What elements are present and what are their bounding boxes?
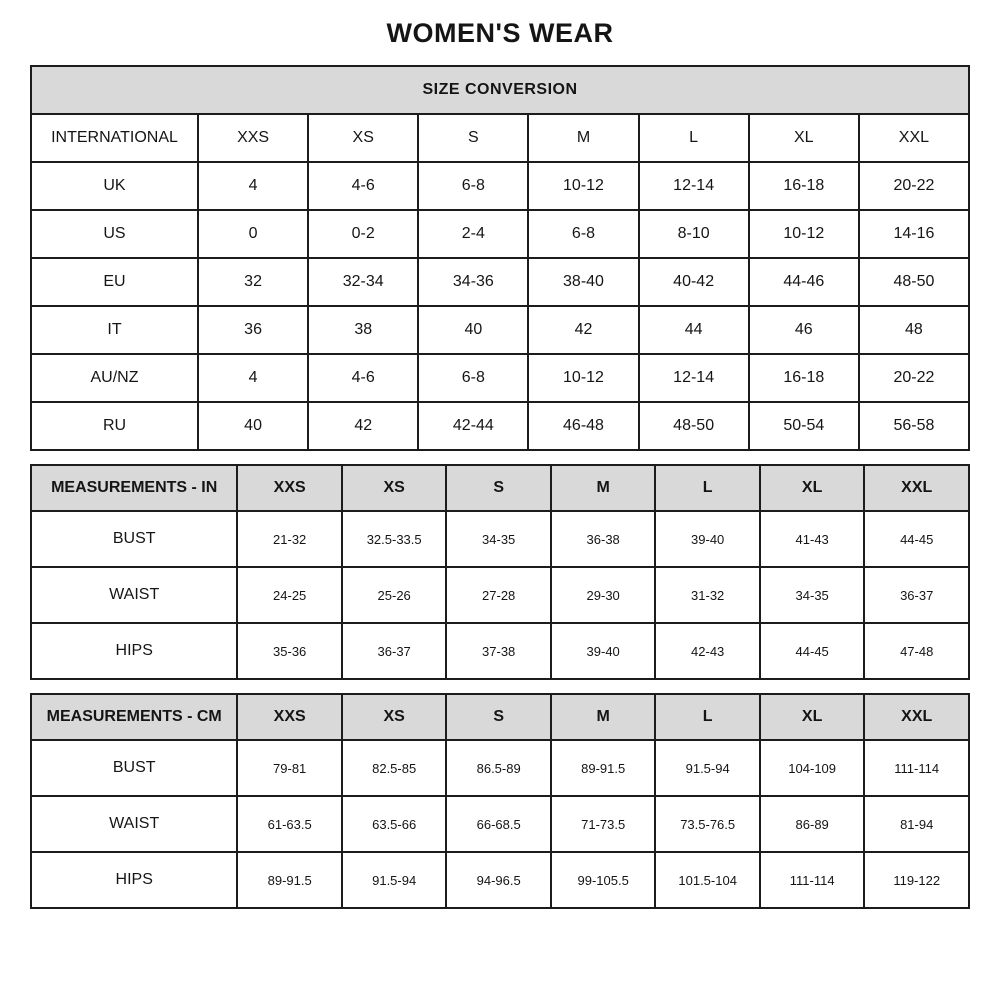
table-header-row [31,694,969,740]
size-cell: 42 [308,402,418,450]
row-label: RU [31,402,198,450]
row-label: HIPS [31,852,237,908]
row-label: HIPS [31,623,237,679]
measurements-in-table [30,464,970,680]
size-cell: 14-16 [859,210,969,258]
table-row [31,740,969,796]
table-banner-row [31,66,969,114]
value-cell: 36-37 [864,567,969,623]
section-title: MEASUREMENTS - CM [31,694,237,740]
value-cell: 89-91.5 [551,740,656,796]
size-header-cell: L [655,465,760,511]
size-cell: 6-8 [418,354,528,402]
size-header-cell: XXS [237,465,342,511]
table-row [31,567,969,623]
size-cell: 36 [198,306,308,354]
size-cell: 16-18 [749,162,859,210]
value-cell: 36-38 [551,511,656,567]
size-header-cell: S [418,114,528,162]
size-chart-page [30,0,970,909]
value-cell: 47-48 [864,623,969,679]
value-cell: 82.5-85 [342,740,447,796]
section-title: MEASUREMENTS - IN [31,465,237,511]
value-cell: 34-35 [446,511,551,567]
size-conversion-banner: SIZE CONVERSION [31,66,969,114]
table-header-row [31,465,969,511]
size-cell: 50-54 [749,402,859,450]
value-cell: 91.5-94 [655,740,760,796]
size-header-cell: M [528,114,638,162]
size-cell: 48-50 [639,402,749,450]
value-cell: 73.5-76.5 [655,796,760,852]
size-cell: 56-58 [859,402,969,450]
measurements-cm-table [30,693,970,909]
size-cell: 10-12 [528,354,638,402]
value-cell: 81-94 [864,796,969,852]
size-cell: 10-12 [528,162,638,210]
size-cell: 40 [418,306,528,354]
value-cell: 66-68.5 [446,796,551,852]
size-cell: 40-42 [639,258,749,306]
size-header-cell: XXL [864,694,969,740]
size-cell: 48 [859,306,969,354]
size-header-cell: XS [342,465,447,511]
size-cell: 40 [198,402,308,450]
value-cell: 111-114 [864,740,969,796]
page-title: WOMEN'S WEAR [386,18,614,48]
size-header-cell: XL [760,465,865,511]
table-header-row [31,114,969,162]
value-cell: 36-37 [342,623,447,679]
row-label: WAIST [31,796,237,852]
size-cell: 48-50 [859,258,969,306]
size-cell: 2-4 [418,210,528,258]
row-label: BUST [31,740,237,796]
size-cell: 20-22 [859,354,969,402]
size-cell: 16-18 [749,354,859,402]
size-cell: 4 [198,162,308,210]
value-cell: 32.5-33.5 [342,511,447,567]
value-cell: 104-109 [760,740,865,796]
value-cell: 94-96.5 [446,852,551,908]
table-row [31,511,969,567]
row-label: EU [31,258,198,306]
size-cell: 12-14 [639,162,749,210]
size-header-cell: L [639,114,749,162]
row-label: BUST [31,511,237,567]
value-cell: 91.5-94 [342,852,447,908]
size-cell: 4 [198,354,308,402]
row-label: AU/NZ [31,354,198,402]
size-cell: 12-14 [639,354,749,402]
size-cell: 0 [198,210,308,258]
size-cell: 44-46 [749,258,859,306]
value-cell: 86-89 [760,796,865,852]
value-cell: 61-63.5 [237,796,342,852]
value-cell: 34-35 [760,567,865,623]
row-label: UK [31,162,198,210]
table-row [31,258,969,306]
size-header-cell: XXS [237,694,342,740]
value-cell: 71-73.5 [551,796,656,852]
value-cell: 39-40 [551,623,656,679]
size-header-cell: XS [342,694,447,740]
value-cell: 44-45 [760,623,865,679]
table-row [31,306,969,354]
value-cell: 99-105.5 [551,852,656,908]
table-row [31,402,969,450]
table-row [31,623,969,679]
size-conversion-table [30,65,970,451]
size-header-cell: XXL [859,114,969,162]
value-cell: 42-43 [655,623,760,679]
size-header-cell: XXS [198,114,308,162]
value-cell: 89-91.5 [237,852,342,908]
size-cell: 38-40 [528,258,638,306]
size-cell: 44 [639,306,749,354]
size-header-cell: XL [749,114,859,162]
value-cell: 119-122 [864,852,969,908]
value-cell: 111-114 [760,852,865,908]
value-cell: 31-32 [655,567,760,623]
value-cell: 37-38 [446,623,551,679]
table-row [31,354,969,402]
value-cell: 39-40 [655,511,760,567]
size-header-cell: XL [760,694,865,740]
value-cell: 63.5-66 [342,796,447,852]
row-label: INTERNATIONAL [31,114,198,162]
size-cell: 32-34 [308,258,418,306]
value-cell: 86.5-89 [446,740,551,796]
size-cell: 6-8 [528,210,638,258]
size-cell: 46 [749,306,859,354]
table-row [31,796,969,852]
size-header-cell: L [655,694,760,740]
size-cell: 38 [308,306,418,354]
row-label: WAIST [31,567,237,623]
value-cell: 29-30 [551,567,656,623]
size-header-cell: XXL [864,465,969,511]
value-cell: 21-32 [237,511,342,567]
size-cell: 6-8 [418,162,528,210]
value-cell: 27-28 [446,567,551,623]
size-cell: 46-48 [528,402,638,450]
value-cell: 44-45 [864,511,969,567]
size-cell: 34-36 [418,258,528,306]
table-row [31,162,969,210]
size-cell: 10-12 [749,210,859,258]
size-header-cell: S [446,694,551,740]
size-cell: 20-22 [859,162,969,210]
size-header-cell: S [446,465,551,511]
size-header-cell: M [551,694,656,740]
size-cell: 0-2 [308,210,418,258]
value-cell: 101.5-104 [655,852,760,908]
value-cell: 41-43 [760,511,865,567]
row-label: US [31,210,198,258]
row-label: IT [31,306,198,354]
value-cell: 79-81 [237,740,342,796]
size-header-cell: XS [308,114,418,162]
size-cell: 42-44 [418,402,528,450]
size-cell: 4-6 [308,162,418,210]
size-cell: 42 [528,306,638,354]
size-header-cell: M [551,465,656,511]
value-cell: 35-36 [237,623,342,679]
table-row [31,852,969,908]
value-cell: 25-26 [342,567,447,623]
size-cell: 32 [198,258,308,306]
size-cell: 8-10 [639,210,749,258]
value-cell: 24-25 [237,567,342,623]
size-cell: 4-6 [308,354,418,402]
table-row [31,210,969,258]
